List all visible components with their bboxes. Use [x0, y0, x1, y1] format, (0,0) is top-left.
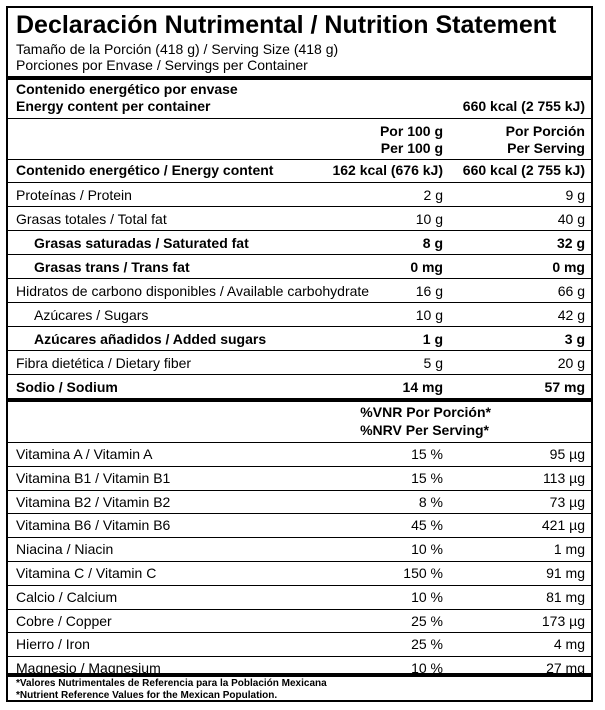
vitamin-row: [8, 494, 591, 511]
energy-container-label-en: Energy content per container: [16, 98, 211, 114]
nutrient-perserving: 3 g: [564, 331, 585, 347]
panel-title: Declaración Nutrimental / Nutrition Statement: [16, 11, 557, 39]
divider: [8, 302, 591, 303]
vitamin-row: [8, 446, 591, 463]
nutrient-perserving: 66 g: [557, 283, 585, 299]
energy-row-perserving: 660 kcal (2 755 kJ): [462, 162, 585, 178]
serving-size: Tamaño de la Porción (418 g) / Serving Size (418 g): [16, 41, 339, 57]
col-perserving-en: Per Serving: [507, 140, 585, 156]
energy-container-value: 660 kcal (2 755 kJ): [462, 98, 585, 114]
nutrient-row: [8, 331, 591, 348]
vitamin-amount: 81 mg: [546, 588, 585, 605]
vitamin-label: Niacina / Niacin: [16, 541, 114, 558]
vitamin-row: [8, 565, 591, 582]
divider: [8, 561, 591, 562]
vitamin-label: Magnesio / Magnesium: [16, 660, 161, 677]
divider: [8, 374, 591, 375]
divider: [8, 656, 591, 657]
divider: [8, 442, 591, 443]
vitamin-label: Cobre / Copper: [16, 612, 112, 629]
vitamin-row: [8, 470, 591, 487]
vitamin-pct: 8 %: [418, 493, 443, 510]
nutrient-per100: 0 mg: [410, 259, 443, 275]
nutrient-perserving: 0 mg: [552, 259, 585, 275]
vitamin-label: Vitamina A / Vitamin A: [16, 446, 153, 462]
vitamin-label: Vitamina B2 / Vitamin B2: [16, 493, 171, 510]
nutrient-label: Azúcares añadidos / Added sugars: [34, 331, 267, 347]
divider: [8, 513, 591, 514]
divider: [8, 230, 591, 231]
nutrient-per100: 2 g: [423, 187, 443, 203]
divider: [8, 118, 591, 119]
col-per100-en: Per 100 g: [380, 140, 443, 156]
nutrient-perserving: 40 g: [557, 211, 585, 227]
nutrient-perserving: 20 g: [557, 355, 585, 371]
nutrient-row: [8, 187, 591, 204]
footnote-es: *Valores Nutrimentales de Referencia para la Población Mexicana: [16, 678, 327, 689]
vitamin-amount: 421 µg: [541, 517, 585, 534]
vitamin-amount: 1 mg: [553, 541, 585, 558]
nutrient-perserving: 57 mg: [544, 379, 585, 395]
nutrient-label: Grasas trans / Trans fat: [34, 259, 190, 275]
divider: [8, 326, 591, 327]
vitamin-amount: 95 µg: [549, 446, 585, 462]
divider: [8, 206, 591, 207]
nutrient-label: Proteínas / Protein: [16, 187, 132, 203]
vitamin-pct: 15 %: [411, 446, 443, 462]
vitamin-pct: 15 %: [411, 469, 443, 486]
vitamin-pct: 25 %: [411, 636, 443, 653]
nutrient-row: [8, 355, 591, 372]
vitamin-label: Vitamina B6 / Vitamin B6: [16, 517, 171, 534]
divider: [8, 632, 591, 633]
nutrient-row: [8, 307, 591, 324]
nutrient-per100: 5 g: [423, 355, 443, 371]
divider: [8, 585, 591, 586]
nutrient-row: [8, 283, 591, 300]
divider: [8, 398, 591, 402]
vitamin-amount: 173 µg: [541, 612, 585, 629]
divider: [8, 254, 591, 255]
nutrient-label: Grasas totales / Total fat: [16, 211, 167, 227]
energy-row: [8, 162, 591, 179]
vnr-header-es: %VNR Por Porción*: [360, 404, 491, 420]
nutrient-row: [8, 211, 591, 228]
servings-per-container: Porciones por Envase / Servings per Container: [16, 57, 308, 73]
nutrient-perserving: 42 g: [557, 307, 585, 323]
divider: [8, 350, 591, 351]
nutrient-label: Hidratos de carbono disponibles / Available carbohydrate: [16, 283, 370, 299]
nutrient-perserving: 32 g: [556, 235, 585, 251]
nutrient-label: Sodio / Sodium: [16, 379, 118, 395]
vitamin-pct: 10 %: [411, 660, 443, 677]
vitamin-amount: 73 µg: [549, 493, 585, 510]
vitamin-pct: 45 %: [411, 517, 443, 534]
divider: [8, 159, 591, 160]
vitamin-label: Vitamina B1 / Vitamin B1: [16, 469, 171, 486]
nutrient-perserving: 9 g: [565, 187, 585, 203]
vitamin-label: Calcio / Calcium: [16, 588, 118, 605]
vitamin-row: [8, 613, 591, 630]
nutrient-label: Azúcares / Sugars: [34, 307, 149, 323]
energy-container-label-es: Contenido energético por envase: [16, 81, 238, 97]
col-perserving-es: Por Porción: [505, 123, 585, 139]
nutrient-row: [8, 235, 591, 252]
nutrient-per100: 10 g: [415, 307, 443, 323]
nutrient-per100: 16 g: [415, 283, 443, 299]
divider: [8, 466, 591, 467]
nutrient-row: [8, 379, 591, 396]
vitamin-amount: 113 µg: [542, 469, 585, 486]
vitamin-pct: 150 %: [403, 565, 443, 581]
vitamin-amount: 27 mg: [546, 660, 585, 677]
divider: [8, 609, 591, 610]
vitamin-row: [8, 589, 591, 606]
vitamin-row: [8, 517, 591, 534]
energy-row-per100: 162 kcal (676 kJ): [332, 162, 443, 178]
vitamin-row: [8, 541, 591, 558]
energy-row-label: Contenido energético / Energy content: [16, 162, 274, 178]
nutrient-per100: 8 g: [422, 235, 443, 251]
divider: [8, 278, 591, 279]
vitamin-pct: 10 %: [411, 588, 443, 605]
vnr-header-en: %NRV Per Serving*: [360, 422, 489, 438]
nutrient-per100: 1 g: [422, 331, 443, 347]
vitamin-label: Vitamina C / Vitamin C: [16, 565, 157, 581]
divider: [8, 537, 591, 538]
vitamin-amount: 4 mg: [553, 636, 585, 653]
footnote-en: *Nutrient Reference Values for the Mexican Population.: [16, 690, 278, 701]
nutrient-label: Fibra dietética / Dietary fiber: [16, 355, 192, 371]
nutrient-row: [8, 259, 591, 276]
divider: [8, 182, 591, 183]
nutrient-label: Grasas saturadas / Saturated fat: [34, 235, 249, 251]
vitamin-row: [8, 636, 591, 653]
nutrition-panel: [6, 6, 593, 702]
col-per100-es: Por 100 g: [379, 123, 443, 139]
divider: [8, 76, 591, 80]
divider: [8, 490, 591, 491]
vitamin-pct: 10 %: [411, 541, 443, 558]
vitamin-label: Hierro / Iron: [16, 636, 90, 653]
nutrient-per100: 14 mg: [402, 379, 443, 395]
vitamin-pct: 25 %: [411, 612, 443, 629]
divider: [8, 673, 591, 677]
nutrient-per100: 10 g: [415, 211, 443, 227]
vitamin-amount: 91 mg: [546, 565, 585, 581]
